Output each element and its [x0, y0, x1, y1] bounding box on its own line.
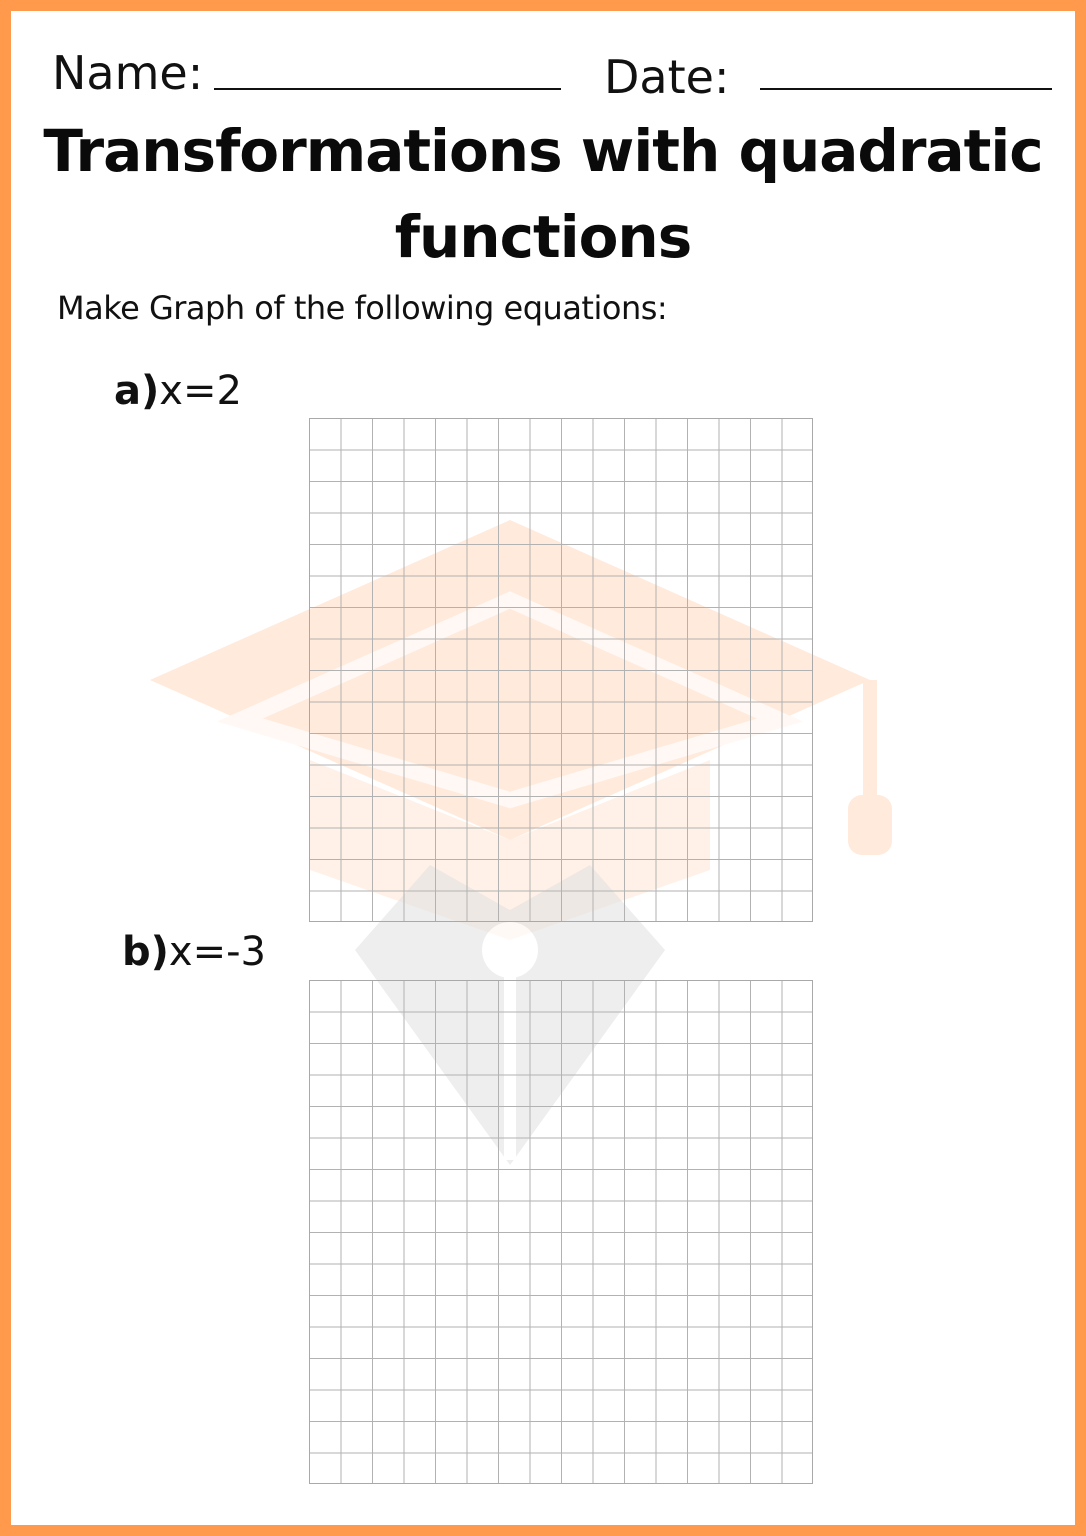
date-field-line[interactable] [760, 88, 1052, 90]
question-a-label [114, 368, 242, 414]
date-label: Date: [604, 50, 730, 104]
question-b-label [122, 929, 266, 975]
name-field-line[interactable] [214, 88, 561, 90]
instruction-text: Make Graph of the following equations: [57, 289, 668, 327]
graph-grid-a[interactable] [309, 418, 813, 922]
name-label: Name: [52, 46, 204, 100]
question-b-equation: x=-3 [168, 929, 266, 975]
question-a-equation: x=2 [159, 368, 242, 414]
question-a-letter: a) [114, 368, 160, 414]
worksheet-title: Transformations with quadratic functions [43, 117, 1043, 271]
graph-grid-b[interactable] [309, 980, 813, 1484]
question-b-letter: b) [122, 929, 169, 975]
